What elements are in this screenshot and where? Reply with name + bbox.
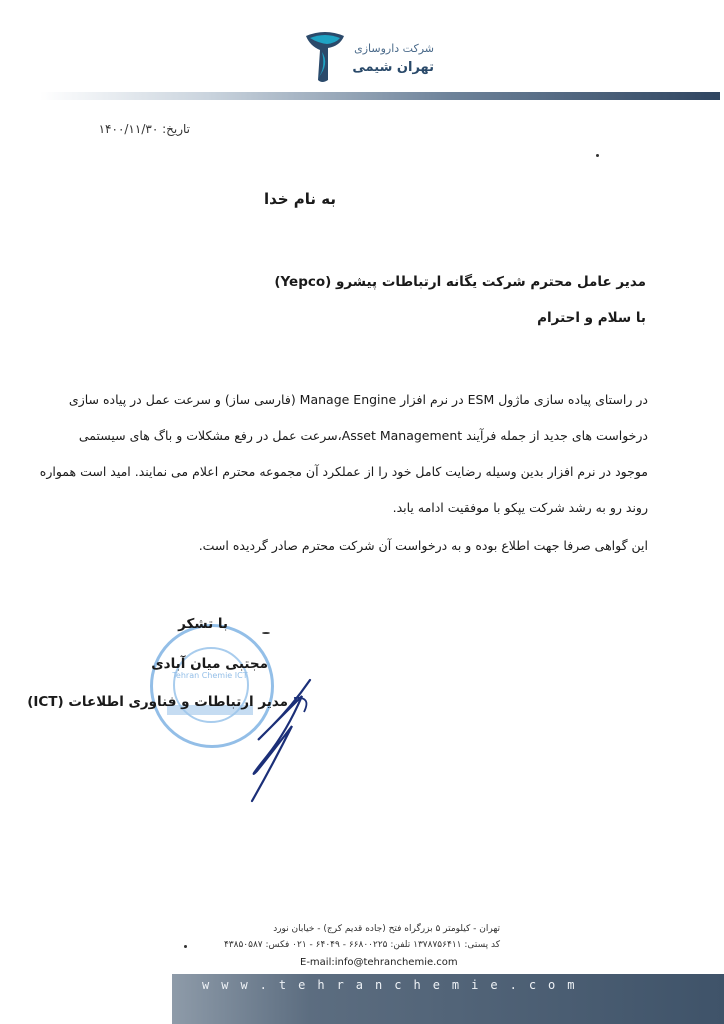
letter-note: این گواهی صرفا جهت اطلاع بوده و به درخواست آن شرکت محترم صادر گردیده است. bbox=[198, 538, 648, 553]
footer-contact: کد پستی: ۱۳۷۸۷۵۶۴۱۱ تلفن: ۶۶۸۰۰۲۲۵ - ۶۴۰۴۹ - ۰۲۱ فکس: ۴۳۸۵۰۵۸۷ bbox=[223, 940, 500, 950]
footer-banner bbox=[172, 974, 724, 1024]
signatory-name: مجتبی میان آبادی bbox=[151, 656, 268, 672]
signature-thanks: با تشکر bbox=[178, 616, 228, 632]
tehran-chemie-logo-icon bbox=[300, 30, 350, 86]
footer-website: www.tehranchemie.com bbox=[202, 978, 587, 992]
letter-addressee: مدیر عامل محترم شرکت یگانه ارتباطات پیشرو (Yepco) bbox=[274, 274, 646, 290]
company-name-line2: تهران شیمی bbox=[352, 60, 434, 75]
body-line: موجود در نرم افزار بدین وسیله رضایت کامل خود را از عملکرد آن مجموعه محترم اعلام می نمایند. امید است همواره bbox=[39, 464, 648, 479]
stamp-text: Tehran Chemie ICT bbox=[172, 671, 248, 680]
signatory-role: مدیر ارتباطات و فناوری اطلاعات (ICT) bbox=[27, 694, 288, 710]
letter-date: تاریخ: ۱۴۰۰/۱۱/۳۰ bbox=[98, 122, 190, 136]
footer-address: تهران - کیلومتر ۵ بزرگراه فتح (جاده قدیم کرج) - خیابان نورد bbox=[273, 924, 500, 934]
scan-speck bbox=[262, 632, 270, 634]
company-logo bbox=[296, 26, 436, 92]
letter-title: به نام خدا bbox=[263, 190, 337, 208]
letter-body bbox=[39, 382, 648, 526]
handwritten-signature bbox=[232, 676, 322, 806]
header-divider bbox=[40, 92, 720, 100]
body-line: روند رو به رشد شرکت یپکو با موفقیت ادامه یابد. bbox=[392, 500, 648, 515]
footer-email: E-mail:info@tehranchemie.com bbox=[300, 957, 458, 968]
letter-greeting: با سلام و احترام bbox=[537, 310, 646, 326]
scan-speck bbox=[596, 154, 599, 157]
body-line: درخواست های جدید از جمله فرآیند Asset Management،سرعت عمل در رفع مشکلات و باگ های سیستمی bbox=[78, 428, 648, 443]
body-line: در راستای پیاده سازی ماژول ESM در نرم افزار Manage Engine (فارسی ساز) و سرعت عمل در پیاده سازی bbox=[68, 392, 648, 407]
company-name-line1: شرکت داروسازی bbox=[354, 42, 434, 55]
